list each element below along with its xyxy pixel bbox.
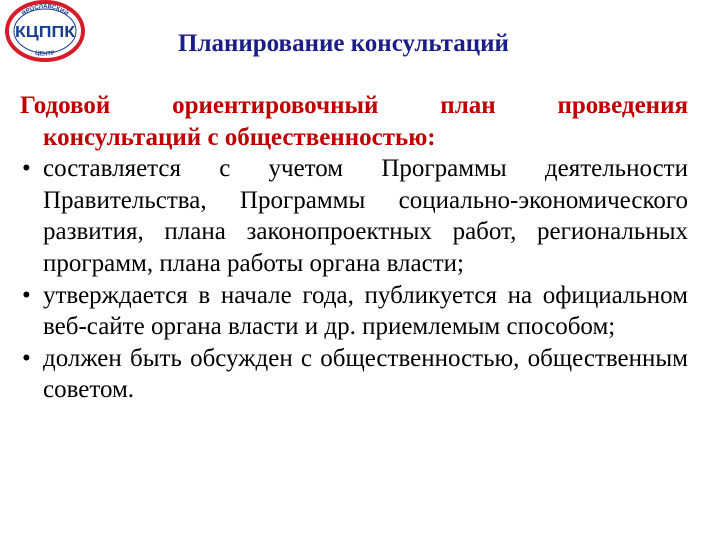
bullet-item: • составляется с учетом Программы деятельности Правительства, Программы социально-экономического развития, плана законопроектных работ, региональных программ, плана работы органа власти; <box>20 153 688 279</box>
intro-line-1: Годовой ориентировочный план проведения <box>20 92 688 119</box>
logo-text: КЦППК <box>15 24 76 41</box>
bullet-list <box>20 153 688 406</box>
logo-arc-bottom: ЦЕНТР <box>34 50 56 58</box>
logo-arc-top: ЯРОСЛАВСКИЙ <box>21 3 69 18</box>
slide-body <box>20 90 688 406</box>
intro-line-2: консультаций с общественностью: <box>43 123 436 151</box>
bullet-item: • должен быть обсужден с общественностью, общественным советом. <box>20 343 688 406</box>
page-title: Планирование консультаций <box>178 30 509 57</box>
organization-logo <box>4 0 86 62</box>
bullet-item: • утверждается в начале года, публикуется на официальном веб-сайте органа власти и др. приемлемым способом; <box>20 280 688 343</box>
